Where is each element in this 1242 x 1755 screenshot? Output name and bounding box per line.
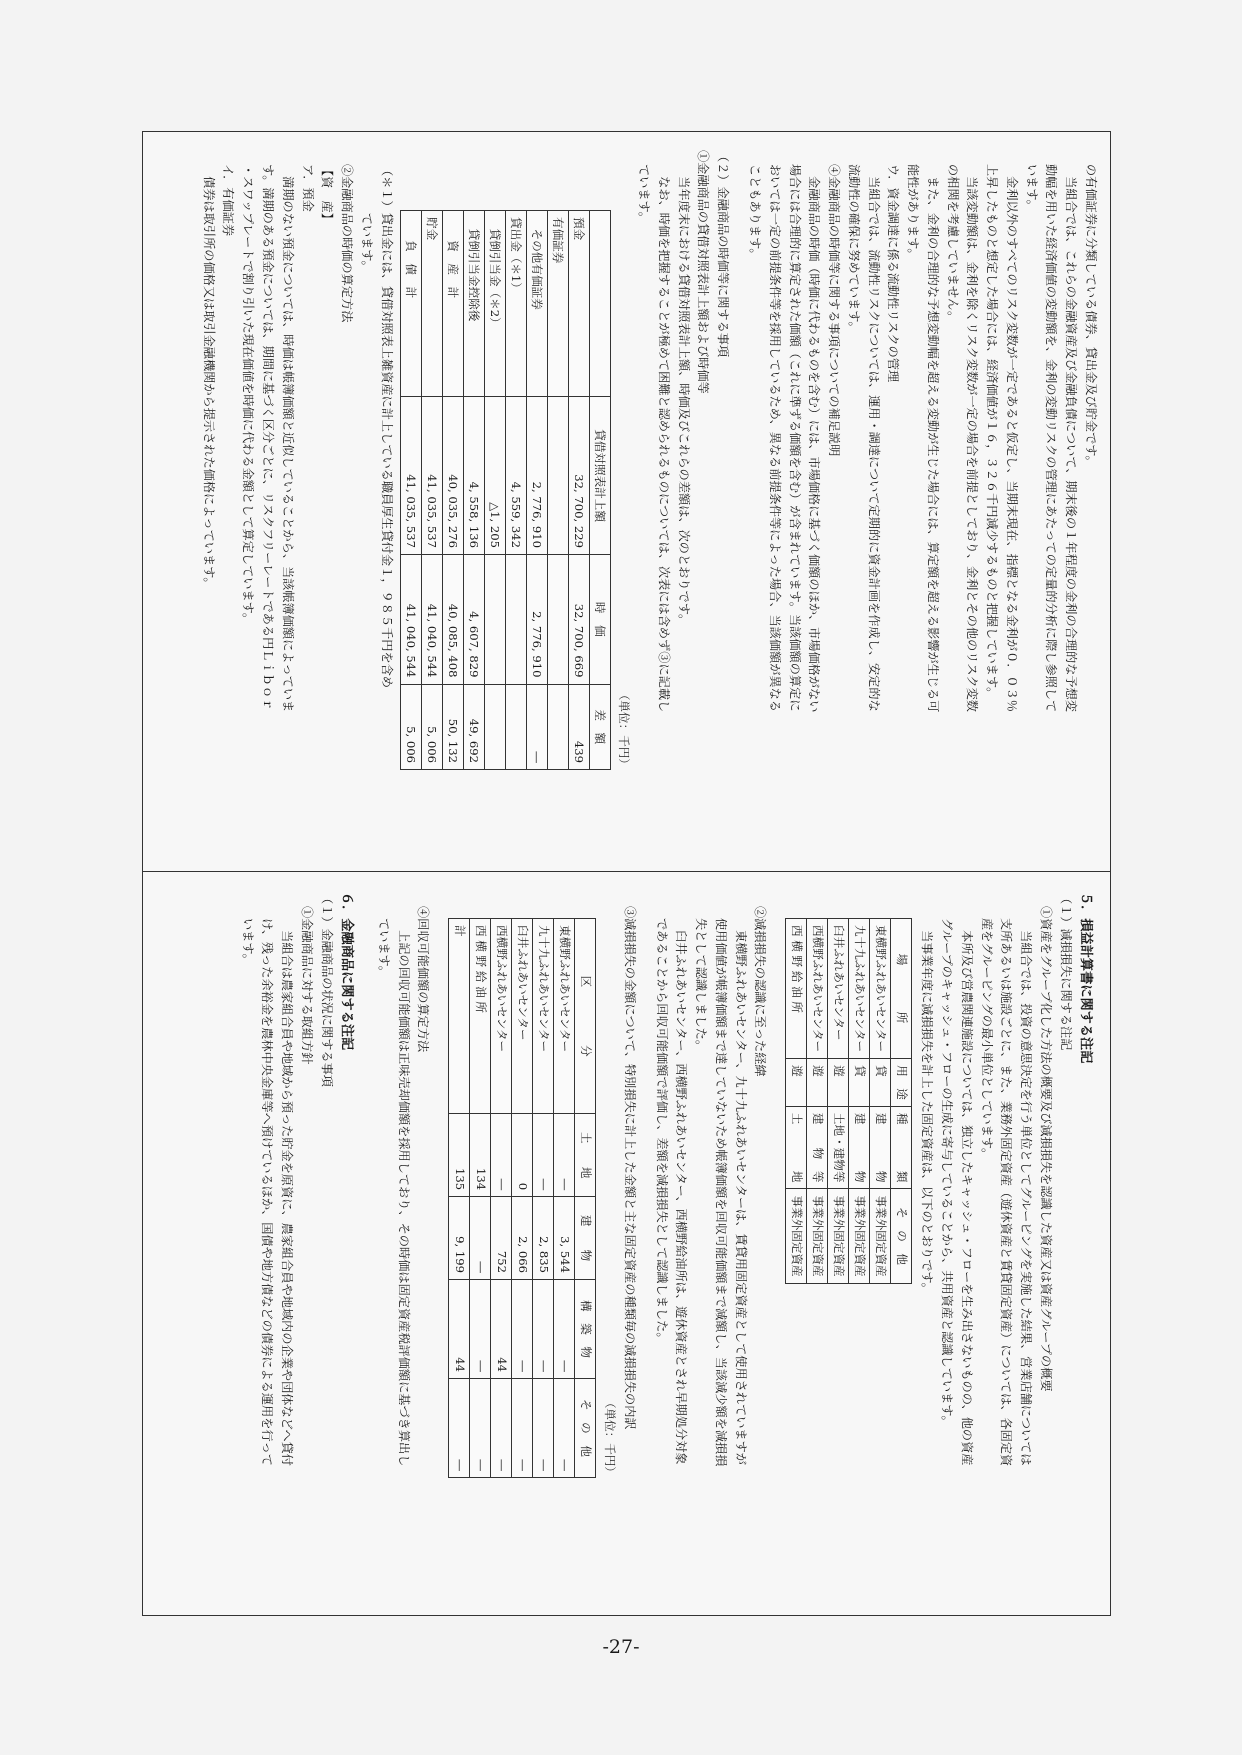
table-row: [554, 919, 575, 1478]
text-line: け、残った余裕金を農林中央金庫等へ預けているほか、国債や地方債などの債券による運用を行って: [260, 918, 275, 1466]
text-line: 能性があります。: [906, 164, 921, 261]
text-line: います。: [1024, 164, 1039, 212]
table-cell: ―: [533, 1378, 554, 1477]
table-cell: 0: [512, 1114, 533, 1197]
table-cell: 4, 559, 342: [505, 397, 526, 555]
table-cell: その他有価証券: [526, 211, 547, 397]
text-line: ています。: [359, 164, 374, 273]
text-line: 本所及び営農関連施設については、独立したキャッシュ・フローを生み出さないものの、他の資産: [959, 918, 974, 1466]
item-heading: ①金融商品に対する取組方針: [299, 906, 314, 1065]
text-line: 当事業年度に減損損失を計上した固定資産は、以下のとおりです。: [920, 918, 935, 1295]
item-heading: ③減損損失の金額について、特別損失に計上した金額と主な固定資産の種類毎の減損損失の内訳: [622, 906, 637, 1430]
text-line: 東横野ふれあいセンター、九十九ふれあいセンターは、賃貸用固定資産として使用されていますが: [733, 918, 748, 1465]
table-unit: （単位：千円）: [617, 688, 632, 770]
table-cell: 41, 035, 537: [421, 397, 442, 555]
table-row: [849, 919, 870, 1284]
subsection-heading: （１）金融商品の状況に関する事項: [319, 892, 334, 1087]
table-cell: 5, 006: [400, 684, 421, 770]
column-header: 種 類: [891, 1106, 912, 1189]
column-header: そ の 他: [891, 1189, 912, 1283]
section-title-5: ５．損益計算書に関する注記: [1078, 892, 1093, 1064]
text-line: ア．預金: [300, 164, 315, 212]
text-line: グループのキャッシュ・フローの生成に寄与していることから、共用資産と認識しています。: [940, 918, 955, 1428]
table-cell: ―: [533, 1279, 554, 1378]
table-row: [505, 211, 526, 770]
text-line: 金融商品の時価（時価に代わるものを含む）には、市場価格に基づく価額のほか、市場価格がない: [807, 164, 822, 713]
table-cell: ―: [533, 1114, 554, 1197]
table-cell: 752: [491, 1197, 512, 1280]
table-cell: 預金: [568, 211, 589, 397]
table-cell: 西横野ふれあいセンター: [807, 919, 828, 1059]
table-cell: ―: [512, 1279, 533, 1378]
text-line: 当年度末における貸借対照表計上額、時価及びこれらの差額は、次のとおりです。: [676, 164, 691, 627]
table-cell: 九十九ふれあいセンター: [849, 919, 870, 1059]
table-row: [526, 211, 547, 770]
text-line: 当組合は農家組合員や地域から預った貯金を原資に、農家組合員や地域内の企業や団体などへ貸付: [280, 918, 295, 1466]
left-column: [143, 132, 1111, 872]
table-cell: 資 産 計: [442, 211, 463, 397]
table-cell: ―: [554, 1114, 575, 1197]
text-line: 動幅を用いた経済価値の変動額を、金利の変動リスクの管理にあたっての定量的分析に際し参照して: [1044, 164, 1059, 713]
table-cell: 負 債 計: [400, 211, 421, 397]
table-row: [786, 919, 807, 1284]
table-cell: 44: [491, 1279, 512, 1378]
text-line: 産をグルーピングの最小単位としています。: [979, 918, 994, 1161]
table-cell: 建 物 等: [807, 1106, 828, 1189]
table-cell: ―: [449, 1378, 470, 1477]
table-unit: （単位：千円）: [603, 1396, 618, 1478]
table-cell: 貸: [870, 1059, 891, 1107]
fair-value-table: [400, 210, 611, 770]
rotated-content: [143, 132, 1111, 1616]
text-line: います。: [240, 918, 255, 966]
text-line: イ．有価証券: [221, 164, 236, 237]
table-cell: 西 横 野 給 油 所: [786, 919, 807, 1059]
impaired-assets-table: [786, 918, 913, 1284]
table-cell: 遊: [828, 1059, 849, 1107]
table-cell: 9, 199: [449, 1197, 470, 1280]
table-cell: 土 地: [786, 1106, 807, 1189]
table-cell: ―: [526, 684, 547, 770]
table-cell: 西 横 野 給 油 所: [470, 919, 491, 1114]
table-cell: 事業外固定資産: [786, 1189, 807, 1283]
text-line: 支所あるいは施設ごとに、また、業務外固定資産（遊休資産と賃貸固定資産）については、各固定資: [999, 918, 1014, 1467]
table-row: [491, 919, 512, 1478]
text-line: ・スワップレートで割り引いた現在価値を時価に代わる金額として算定しています。: [241, 164, 256, 626]
text-line: 当該変動額は、金利を除くリスク変数が一定の場合を前提としており、金利とその他のリスク変数: [965, 164, 980, 712]
table-row: [484, 211, 505, 770]
table-cell: 東横野ふれあいセンター: [870, 919, 891, 1059]
table-cell: 2, 776, 910: [526, 397, 547, 555]
text-line: す。満期のある預金については、期間に基づく区分ごとに、リスクフリーレートである円Ｌｉｂｏｒ: [261, 164, 276, 711]
subsection-heading: ①金融商品の貸借対照表計上額および時価等: [696, 150, 711, 394]
table-cell: 事業外固定資産: [849, 1189, 870, 1283]
page-number: -27-: [602, 1636, 640, 1658]
table-cell: 49, 692: [463, 684, 484, 770]
text-line: 臼井ふれあいセンター、西横野ふれあいセンター、西横野給油所は、遊休資産とされ早期処分対象: [674, 918, 689, 1465]
text-line: 当組合では、これらの金融資産及び金融負債について、期末後の１年程度の金利の合理的な予想変: [1064, 164, 1079, 712]
table-row: [421, 211, 442, 770]
table-cell: ―: [491, 1378, 512, 1477]
paragraph: [373, 892, 413, 1599]
table-cell: [547, 555, 568, 685]
column-header: 土 地: [575, 1114, 596, 1197]
text-line: ウ．資金調達に係る流動性リスクの管理: [886, 164, 901, 383]
table-cell: 4, 558, 136: [463, 397, 484, 555]
table-cell: 遊: [786, 1059, 807, 1107]
table-cell: ―: [470, 1197, 491, 1280]
text-line: 当組合では、投資の意思決定を行う単位としてグルーピングを実施した結果、営業店舗については: [1019, 918, 1034, 1466]
text-line: こともあります。: [747, 164, 762, 261]
intro-paragraphs: [744, 150, 1100, 853]
column-header: [589, 211, 610, 397]
table-cell: 41, 040, 544: [400, 555, 421, 685]
text-line: ②金融商品の時価の算定方法: [340, 164, 355, 323]
table-cell: ―: [470, 1378, 491, 1477]
text-line: 上昇したものと想定した場合には、経済価値が１６，３２６千円減少するものと把握しています。: [985, 164, 1000, 700]
table-cell: 4, 607, 829: [463, 555, 484, 685]
table-cell: 東横野ふれあいセンター: [554, 919, 575, 1114]
table-cell: 計: [449, 919, 470, 1114]
table-cell: 32, 700, 229: [568, 397, 589, 555]
table-cell: 事業外固定資産: [828, 1189, 849, 1283]
table-cell: 建 物: [870, 1106, 891, 1189]
table-cell: [505, 555, 526, 685]
table-cell: 50, 132: [442, 684, 463, 770]
column-header: 貸借対照表計上額: [589, 397, 610, 555]
table-cell: [484, 684, 505, 770]
table-cell: 2, 066: [512, 1197, 533, 1280]
table-cell: 臼井ふれあいセンター: [512, 919, 533, 1114]
section-title-6: ６．金融商品に関する注記: [339, 892, 355, 1051]
table-cell: 貸出金（＊1）: [505, 211, 526, 397]
table-cell: 事業外固定資産: [870, 1189, 891, 1283]
table-cell: [547, 397, 568, 555]
table-cell: 遊: [807, 1059, 828, 1107]
table-row: [449, 919, 470, 1478]
table-cell: 134: [470, 1114, 491, 1197]
text-line: 満期のない預金については、時価は帳簿価額と近似していることから、当該帳簿価額によっていま: [280, 164, 295, 713]
table-row: [870, 919, 891, 1284]
paragraph: [651, 892, 750, 1599]
table-cell: 2, 835: [533, 1197, 554, 1280]
item-heading: ②減損損失の認識に至った経緯: [753, 906, 768, 1077]
text-line: （＊１）貸出金には、貸借対照表上雑資産に計上している職員厚生貸付金１，９８５千円を含め: [379, 164, 394, 689]
text-line: 場合には合理的に算定された価額（これに準ずる価額を含む）が含まれています。当該価額の算定に: [787, 164, 802, 712]
table-cell: ―: [554, 1378, 575, 1477]
table-cell: 41, 040, 544: [421, 555, 442, 685]
table-cell: 41, 035, 537: [400, 397, 421, 555]
table-cell: [484, 555, 505, 685]
table-cell: 建 物: [849, 1106, 870, 1189]
column-header: 場 所: [891, 919, 912, 1059]
text-line: なお、時価を把握することが極めて困難と認められるものについては、次表には含めず③に記載し: [656, 164, 671, 713]
table-cell: 44: [449, 1279, 470, 1378]
table-row: [568, 211, 589, 770]
notes-paragraphs: [198, 150, 396, 853]
table-row: [807, 919, 828, 1284]
table-cell: 439: [568, 684, 589, 770]
table-cell: 2, 776, 910: [526, 555, 547, 685]
column-header: 区 分: [575, 919, 596, 1114]
text-line: 【資 産】: [320, 164, 335, 225]
table-cell: [547, 684, 568, 770]
section-text: [633, 150, 692, 853]
text-line: おいては一定の前提条件等を採用しているため、異なる前提条件等によった場合、当該価額が異なる: [767, 164, 782, 712]
table-cell: 西横野ふれあいセンター: [491, 919, 512, 1114]
text-line: 金利以外のすべてのリスク変数が一定であると仮定し、当期末現在、指標となる金利が０．０３％: [1004, 164, 1019, 712]
text-line: の有価証券に分類している債券、貸出金及び貯金です。: [1084, 164, 1098, 468]
table-row: [470, 919, 491, 1478]
text-line: 上記の回収可能価額は正味売却価額を採用しており、その時価は固定資産税評価額に基づき算出し: [396, 918, 411, 1467]
table-cell: 有価証券: [547, 211, 568, 397]
table-cell: 貸: [849, 1059, 870, 1107]
table-cell: 九十九ふれあいセンター: [533, 919, 554, 1114]
table-cell: 40, 035, 276: [442, 397, 463, 555]
table-cell: 135: [449, 1114, 470, 1197]
table-row: [463, 211, 484, 770]
column-header: そ の 他: [575, 1378, 596, 1477]
table-row: [547, 211, 568, 770]
table-cell: 3, 544: [554, 1197, 575, 1280]
text-line: また、金利の合理的な予想変動幅を超える変動が生じた場合には、算定額を超える影響が生じる可: [925, 164, 940, 713]
text-line: 流動性の確保に努めています。: [846, 164, 861, 334]
table-cell: [505, 684, 526, 770]
table-row: [512, 919, 533, 1478]
table-row: [442, 211, 463, 770]
table-row: [400, 211, 421, 770]
item-heading: ①資産をグループ化した方法の概要及び減損損失を認識した資産又は資産グループの概要: [1038, 906, 1053, 1392]
text-line: の相関を考慮していません。: [945, 164, 960, 324]
table-row: [533, 919, 554, 1478]
column-header: 構 築 物: [575, 1279, 596, 1378]
table-cell: 40, 085, 408: [442, 555, 463, 685]
column-header: 建 物: [575, 1197, 596, 1280]
text-line: 当組合では、流動性リスクについては、運用・調達について定期的に資金計画を作成し、安定的な: [866, 164, 881, 712]
text-line: 使用価値が帳簿価額まで達していないため帳簿価額を回収可能価額まで減額し、当該減少額を減損損: [713, 918, 728, 1467]
table-cell: 貸倒引当金控除後: [463, 211, 484, 397]
impairment-breakdown-table: [448, 918, 596, 1478]
column-header: 用 途: [891, 1059, 912, 1107]
text-line: ています。: [376, 918, 391, 978]
table-cell: 32, 700, 669: [568, 555, 589, 685]
table-cell: ―: [491, 1114, 512, 1197]
subsection-heading: （１）減損損失に関する注記: [1058, 892, 1073, 1051]
table-cell: 臼井ふれあいセンター: [828, 919, 849, 1059]
column-header: 差 額: [589, 684, 610, 770]
table-cell: △1, 205: [484, 397, 505, 555]
column-header: 時 価: [589, 555, 610, 685]
table-cell: 貸倒引当金（＊2）: [484, 211, 505, 397]
table-cell: 事業外固定資産: [807, 1189, 828, 1283]
item-heading: ④回収可能価額の算定方法: [416, 906, 431, 1053]
text-line: ています。: [637, 164, 652, 224]
table-cell: 5, 006: [421, 684, 442, 770]
text-line: 債券は取引所の価格又は取引金融機関から提示された価格によっています。: [201, 164, 216, 590]
table-cell: 貯金: [421, 211, 442, 397]
paragraph: [237, 892, 296, 1599]
table-cell: 土地・建物等: [828, 1106, 849, 1189]
page-frame: [142, 131, 1111, 1616]
text-line: であることから回収可能価額で評価し、差額を減損損失として認識しました。: [654, 918, 669, 1345]
section-heading: （２）金融商品の時価等に関する事項: [716, 150, 731, 358]
table-cell: ―: [512, 1378, 533, 1477]
text-line: 失として認識しました。: [694, 918, 709, 1053]
table-cell: ―: [470, 1279, 491, 1378]
paragraph: [917, 892, 1036, 1599]
text-line: ④金融商品の時価等に関する事項についての補足説明: [827, 164, 842, 457]
table-cell: ―: [554, 1279, 575, 1378]
right-column: [143, 874, 1111, 1616]
table-row: [828, 919, 849, 1284]
